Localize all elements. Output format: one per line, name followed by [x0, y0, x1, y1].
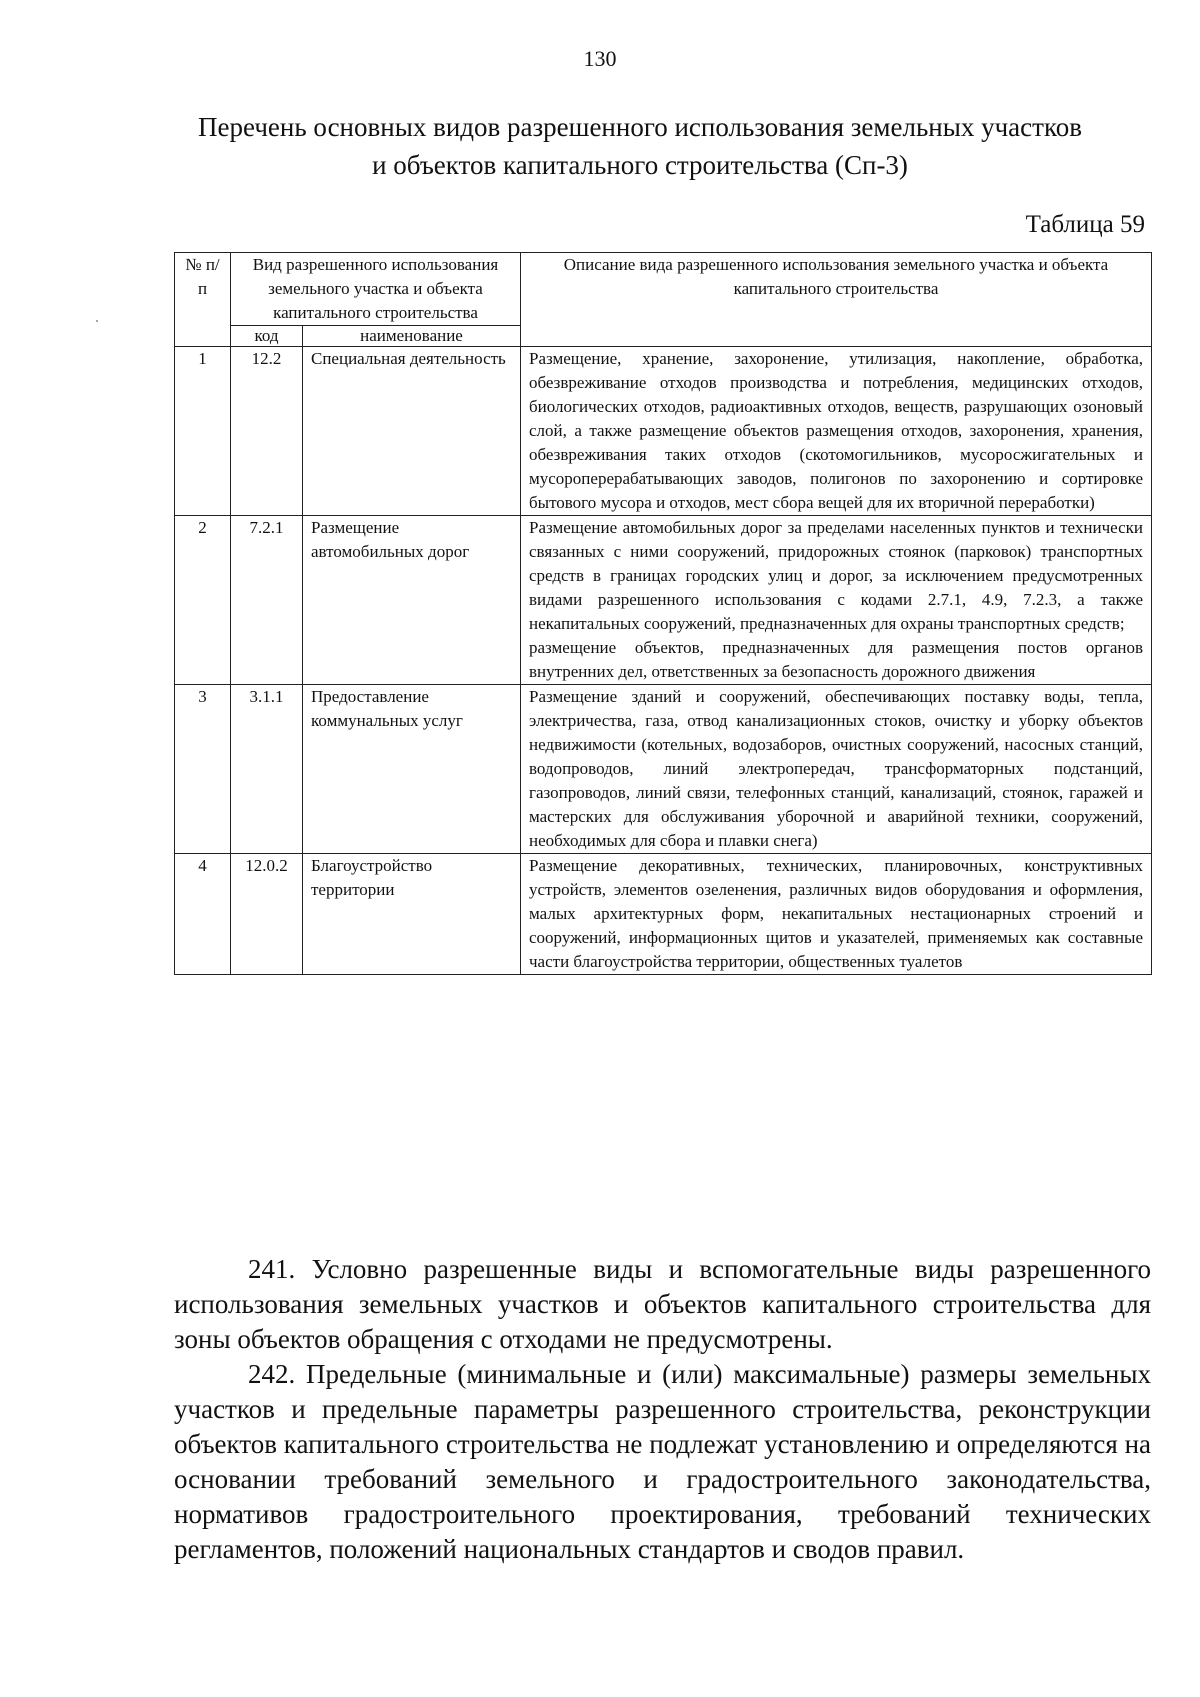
row-description: Размещение декоративных, технических, планировочных, конструктивных устройств, элементов озеленения, различных видов оборудования и оформления, малых архитектурных форм, некапитальных нестационарных строений и сооружений, информационных щитов и указателей, применяемых как составные части благоустройства территории, общественных туалетов	[521, 854, 1152, 975]
document-title	[150, 108, 1130, 184]
row-code: 7.2.1	[231, 516, 303, 685]
row-description: Размещение, хранение, захоронение, утилизация, накопление, обработка, обезвреживание отходов производства и потребления, медицинских отходов, биологических отходов, радиоактивных отходов, веществ, разрушающих озоновый слой, а также размещение объектов размещения отходов, захоронения, хранения, обезвреживания таких отходов (скотомогильников, мусоросжигательных и мусороперерабатывающих заводов, полигонов по захоронению и сортировке бытового мусора и отходов, мест сбора вещей для их вторичной переработки)	[521, 347, 1152, 516]
table-row	[175, 347, 1152, 516]
page-number: 130	[583, 46, 617, 71]
row-name: Благоустройство территории	[303, 854, 521, 975]
row-name: Размещение автомобильных дорог	[303, 516, 521, 685]
header-description: Описание вида разрешенного использования земельного участка и объекта капитального строительства	[521, 253, 1152, 347]
table-row	[175, 685, 1152, 854]
row-description	[521, 516, 1152, 685]
header-code: код	[231, 326, 303, 347]
row-code: 12.2	[231, 347, 303, 516]
permitted-use-table	[174, 252, 1152, 975]
paragraph-241: 241. Условно разрешенные виды и вспомогательные виды разрешенного использования земельных участков и объектов капитального строительства для зоны объектов обращения с отходами не предусмотрены.	[174, 1254, 1151, 1354]
paragraph-242: 242. Предельные (минимальные и (или) максимальные) размеры земельных участков и предельные параметры разрешенного строительства, реконструкции объектов капитального строительства не подлежат установлению и определяются на основании требований земельного и градостроительного законодательства, нормативов градостроительного проектирования, требований технических регламентов, положений национальных стандартов и сводов правил.	[174, 1359, 1151, 1564]
row-description-part-2: размещение объектов, предназначенных для размещения постов органов внутренних дел, ответственных за безопасность дорожного движения	[529, 638, 1143, 681]
table-label: Таблица 59	[1025, 211, 1145, 238]
row-description: Размещение зданий и сооружений, обеспечивающих поставку воды, тепла, электричества, газа, отвод канализационных стоков, очистку и уборку объектов недвижимости (котельных, водозаборов, очистных сооружений, насосных станций, водопроводов, линий электропередач, трансформаторных подстанций, газопроводов, линий связи, телефонных станций, канализаций, стоянок, гаражей и мастерских для обслуживания уборочной и аварийной техники, сооружений, необходимых для сбора и плавки снега)	[521, 685, 1152, 854]
row-number: 2	[175, 516, 231, 685]
row-name: Специальная деятельность	[303, 347, 521, 516]
title-line-2: и объектов капитального строительства (Сп-3)	[372, 150, 908, 180]
body-text	[174, 1252, 1151, 1567]
table-header-row	[175, 253, 1152, 326]
row-code: 3.1.1	[231, 685, 303, 854]
header-name: наименование	[303, 326, 521, 347]
row-number: 3	[175, 685, 231, 854]
table-row	[175, 516, 1152, 685]
header-num: № п/п	[175, 253, 231, 347]
scan-speck	[96, 320, 98, 322]
header-kind: Вид разрешенного использования земельного участка и объекта капитального строительства	[231, 253, 521, 326]
row-name: Предоставление коммунальных услуг	[303, 685, 521, 854]
row-code: 12.0.2	[231, 854, 303, 975]
row-number: 4	[175, 854, 231, 975]
row-description-part-1: Размещение автомобильных дорог за пределами населенных пунктов и технически связанных с ними сооружений, придорожных стоянок (парковок) транспортных средств в границах городских улиц и дорог, за исключением предусмотренных видами разрешенного использования с кодами 2.7.1, 4.9, 7.2.3, а также некапитальных сооружений, предназначенных для охраны транспортных средств;	[529, 518, 1143, 633]
row-number: 1	[175, 347, 231, 516]
table-row	[175, 854, 1152, 975]
title-line-1: Перечень основных видов разрешенного использования земельных участков	[198, 112, 1082, 142]
